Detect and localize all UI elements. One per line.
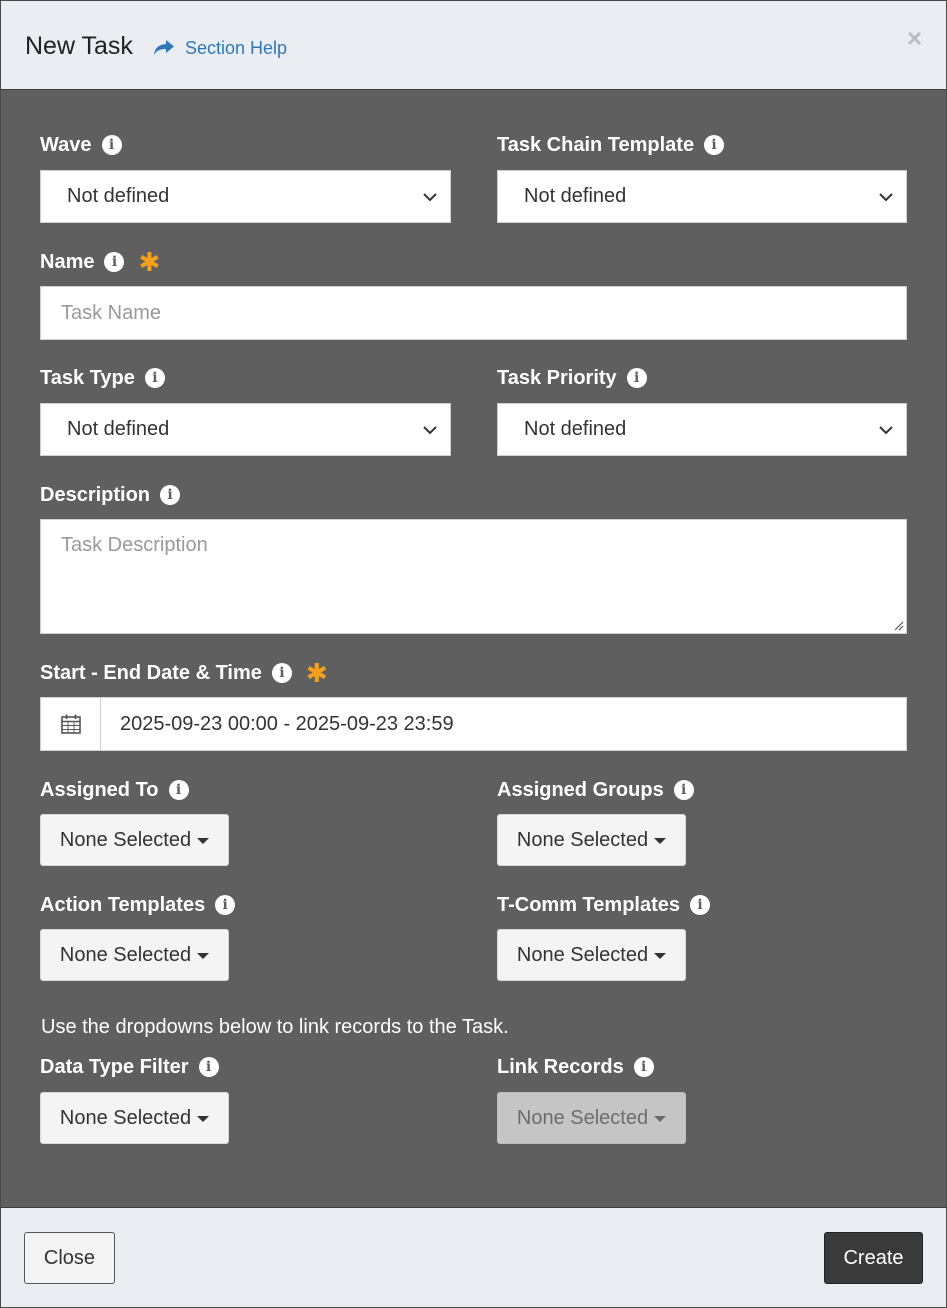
info-icon[interactable]: i — [199, 1057, 219, 1077]
close-icon[interactable]: × — [906, 23, 922, 53]
assigned-to-value: None Selected — [59, 828, 192, 851]
task-type-label-text: Task Type — [40, 367, 135, 389]
assigned-groups-dropdown[interactable] — [497, 814, 686, 866]
info-icon[interactable]: i — [215, 895, 235, 915]
info-icon[interactable]: i — [690, 895, 710, 915]
assigned-to-label-text: Assigned To — [40, 779, 159, 801]
calendar-button[interactable] — [41, 698, 101, 750]
task-type-value: Not defined — [67, 418, 170, 440]
tcomm-templates-dropdown[interactable] — [497, 929, 686, 981]
task-description-textarea[interactable] — [40, 519, 907, 634]
calendar-icon — [60, 713, 82, 735]
link-records-dropdown — [497, 1092, 686, 1144]
action-templates-label — [40, 893, 235, 917]
info-icon[interactable]: i — [102, 135, 122, 155]
task-description-placeholder: Task Description — [61, 534, 208, 556]
info-icon[interactable]: i — [704, 135, 724, 155]
modal-footer — [1, 1207, 946, 1307]
section-help-label: Section Help — [185, 38, 288, 58]
link-records-value: None Selected — [516, 1106, 649, 1129]
task-priority-label-text: Task Priority — [497, 367, 617, 389]
modal-body — [1, 91, 946, 1207]
task-priority-select[interactable] — [497, 403, 907, 456]
date-range-label — [40, 658, 328, 688]
wave-label — [40, 133, 122, 157]
date-range-input[interactable] — [40, 697, 907, 751]
task-chain-template-label — [497, 133, 724, 157]
required-icon: ✱ — [138, 247, 161, 277]
task-type-label — [40, 366, 165, 390]
assigned-to-label — [40, 778, 189, 802]
task-name-input[interactable] — [40, 286, 907, 340]
caret-down-icon — [654, 1116, 666, 1122]
assigned-groups-value: None Selected — [516, 828, 649, 851]
chevron-down-icon — [422, 189, 438, 205]
required-icon: ✱ — [305, 658, 328, 688]
info-icon[interactable]: i — [145, 368, 165, 388]
name-label — [40, 247, 161, 277]
date-range-label-text: Start - End Date & Time — [40, 662, 262, 684]
chevron-down-icon — [878, 422, 894, 438]
wave-select[interactable] — [40, 170, 451, 223]
modal-header — [1, 1, 946, 90]
info-icon[interactable]: i — [160, 485, 180, 505]
modal-title: New Task — [25, 32, 133, 60]
info-icon[interactable]: i — [627, 368, 647, 388]
data-type-filter-dropdown[interactable] — [40, 1092, 229, 1144]
wave-select-value: Not defined — [67, 185, 170, 207]
resize-handle-icon[interactable] — [892, 619, 904, 631]
section-help-link[interactable] — [153, 37, 287, 59]
caret-down-icon — [197, 953, 209, 959]
info-icon[interactable]: i — [104, 252, 124, 272]
task-chain-template-label-text: Task Chain Template — [497, 134, 695, 156]
assigned-groups-label-text: Assigned Groups — [497, 779, 664, 801]
action-templates-dropdown[interactable] — [40, 929, 229, 981]
tcomm-templates-label — [497, 893, 710, 917]
caret-down-icon — [197, 838, 209, 844]
share-arrow-icon — [153, 39, 175, 57]
action-templates-label-text: Action Templates — [40, 894, 206, 916]
assigned-groups-label — [497, 778, 694, 802]
info-icon[interactable]: i — [169, 780, 189, 800]
create-button[interactable]: Create — [824, 1232, 923, 1284]
link-records-hint: Use the dropdowns below to link records to the Task. — [41, 1016, 509, 1038]
link-records-label — [497, 1055, 654, 1079]
chevron-down-icon — [878, 189, 894, 205]
data-type-filter-label — [40, 1055, 219, 1079]
date-range-value: 2025-09-23 00:00 - 2025-09-23 23:59 — [120, 712, 454, 735]
task-priority-value: Not defined — [524, 418, 627, 440]
data-type-filter-value: None Selected — [59, 1106, 192, 1129]
task-chain-template-select[interactable] — [497, 170, 907, 223]
info-icon[interactable]: i — [674, 780, 694, 800]
caret-down-icon — [654, 953, 666, 959]
task-name-placeholder: Task Name — [61, 301, 162, 324]
description-label — [40, 483, 180, 507]
data-type-filter-label-text: Data Type Filter — [40, 1056, 189, 1078]
caret-down-icon — [197, 1116, 209, 1122]
action-templates-value: None Selected — [59, 943, 192, 966]
assigned-to-dropdown[interactable] — [40, 814, 229, 866]
close-button[interactable]: Close — [24, 1232, 115, 1284]
caret-down-icon — [654, 838, 666, 844]
tcomm-templates-label-text: T-Comm Templates — [497, 894, 680, 916]
wave-label-text: Wave — [40, 134, 92, 156]
name-label-text: Name — [40, 251, 95, 273]
tcomm-templates-value: None Selected — [516, 943, 649, 966]
task-type-select[interactable] — [40, 403, 451, 456]
info-icon[interactable]: i — [272, 663, 292, 683]
task-priority-label — [497, 366, 647, 390]
link-records-label-text: Link Records — [497, 1056, 624, 1078]
task-chain-template-value: Not defined — [524, 185, 627, 207]
chevron-down-icon — [422, 422, 438, 438]
description-label-text: Description — [40, 484, 151, 506]
info-icon[interactable]: i — [634, 1057, 654, 1077]
